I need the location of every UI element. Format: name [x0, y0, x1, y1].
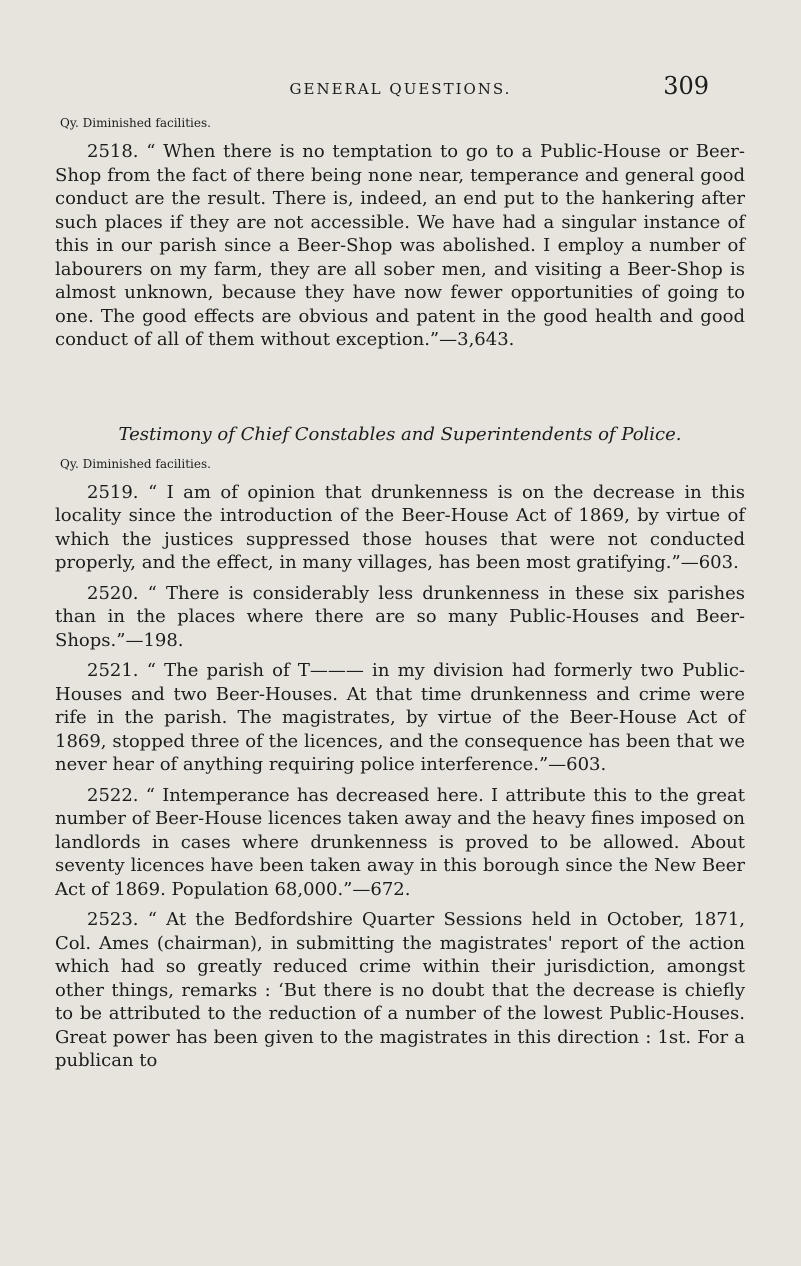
- paragraph-2518: 2518. “ When there is no temptation to go to a Public-House or Beer-Shop from the fact of there being none near, temperance and general good conduct are the result. There is, indeed, an end put to the hankering after such places if they are not accessible. We have had a singular instance of this in our parish since a Beer-Shop was abolished. I employ a number of labourers on my farm, they are all sober men, and visiting a Beer-Shop is almost unknown, because they have now fewer opportunities of going to one. The good effects are obvious and patent in the good health and good conduct of all of them without exception.”—3,643.: [55, 141, 745, 350]
- section-subhead: Qy. Diminished facilities.: [60, 456, 211, 471]
- paragraph-2520: 2520. “ There is considerably less drunkenness in these six parishes than in the places where there are so many Public-Houses and Beer-Shops.”—198.: [55, 582, 745, 651]
- paragraph-2519: 2519. “ I am of opinion that drunkenness is on the decrease in this locality since the introduction of the Beer-House Act of 1869, by virtue of which the justices suppressed those houses that were not conducted properly, and the effect, in many villages, has been most gratifying.”—603.: [55, 481, 745, 573]
- paragraph-2523: 2523. “ At the Bedfordshire Quarter Sessions held in October, 1871, Col. Ames (chairman), in submitting the magistrates' report of the action which had so greatly reduced crime within their jurisdiction, amongst other things, remarks : ‘But there is no doubt that the decrease is chiefly to be attributed to the reduction of a number of the lowest Public-Houses. Great power has been given to the magistrates in this direction : 1st. For a publican to: [55, 909, 745, 1071]
- section-title: Testimony of Chief Constables and Superintendents of Police.: [118, 423, 682, 445]
- page-number: 309: [663, 72, 709, 100]
- page-body: [55, 116, 745, 1080]
- paragraph-2522: 2522. “ Intemperance has decreased here. I attribute this to the great number of Beer-House licences taken away and the heavy fines imposed on landlords in cases where drunkenness is proved to be allowed. About seventy licences have been taken away in this borough since the New Beer Act of 1869. Population 68,000.”—672.: [55, 784, 745, 900]
- running-head: GENERAL QUESTIONS.: [289, 80, 512, 98]
- top-subhead: Qy. Diminished facilities.: [60, 116, 211, 130]
- paragraph-2521: 2521. “ The parish of T——— in my division had formerly two Public-Houses and two Beer-Houses. At that time drunkenness and crime were rife in the parish. The magistrates, by virtue of the Beer-House Act of 1869, stopped three of the licences, and the consequence has been that we never hear of anything requiring police interference.”—603.: [55, 660, 745, 775]
